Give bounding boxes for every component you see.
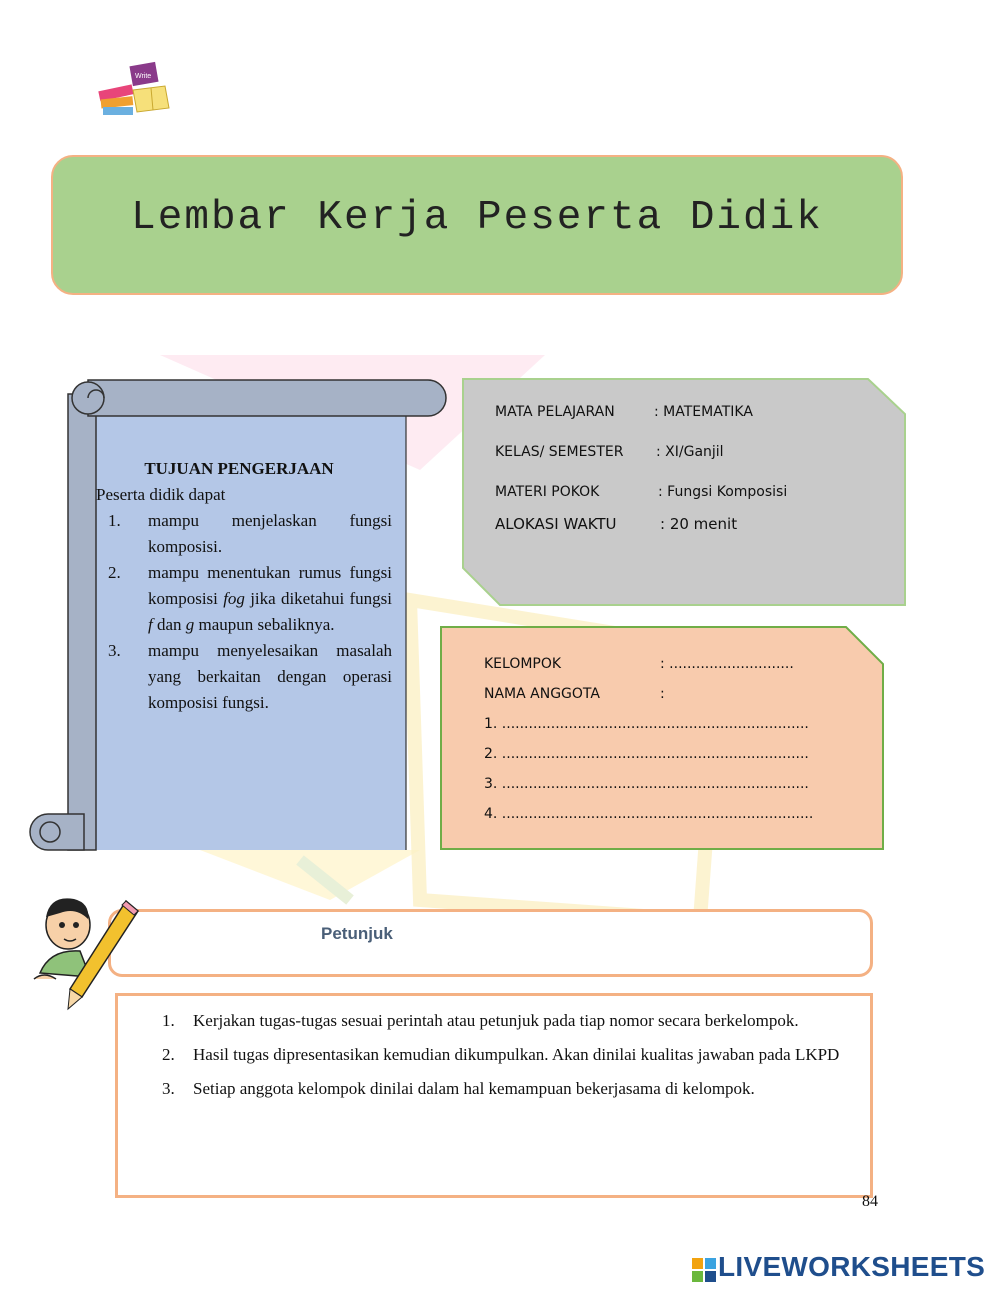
members-row (484, 686, 665, 702)
math-f: f (148, 615, 153, 634)
liveworksheets-logo-icon (692, 1258, 716, 1282)
group-field[interactable]: : ............................ (660, 656, 794, 672)
list-item (162, 1004, 860, 1038)
info-value: : 20 menit (660, 515, 738, 533)
list-number: 2. (162, 1045, 175, 1064)
instructions-box (115, 993, 873, 1198)
list-text: Hasil tugas dipresentasikan kemudian dikumpulkan. Akan dinilai kualitas jawaban pada LKPD (193, 1045, 840, 1064)
info-value: : Fungsi Komposisi (658, 484, 788, 500)
list-text: maupun sebaliknya. (194, 615, 335, 634)
math-fog: fog (223, 589, 245, 608)
info-value: : MATEMATIKA (654, 404, 753, 420)
info-label: MATA PELAJARAN (495, 404, 615, 420)
list-text: mampu menentukan rumus fungsi komposisi (148, 563, 392, 608)
members-colon: : (660, 686, 665, 702)
info-row-subject (495, 404, 753, 420)
books-icon (95, 58, 175, 118)
member-field[interactable]: 1. ..................................................................... (484, 716, 809, 732)
list-item (96, 508, 392, 560)
list-text: Setiap anggota kelompok dinilai dalam hal kemampuan bekerjasama di kelompok. (193, 1079, 755, 1098)
info-label: ALOKASI WAKTU (495, 515, 617, 533)
list-text: dan (152, 615, 186, 634)
info-label: KELAS/ SEMESTER (495, 444, 624, 460)
group-label: KELOMPOK (484, 656, 562, 672)
member-field[interactable]: 2. ..................................................................... (484, 746, 809, 762)
objectives-list (96, 508, 392, 716)
info-label: MATERI POKOK (495, 484, 600, 500)
info-row-time (495, 515, 738, 533)
list-item (96, 560, 392, 638)
list-number: 1. (108, 511, 121, 530)
list-text: Kerjakan tugas-tugas sesuai perintah atau petunjuk pada tiap nomor secara berkelompok. (193, 1011, 799, 1030)
members-label: NAMA ANGGOTA (484, 686, 600, 702)
info-value: : XI/Ganjil (656, 444, 724, 460)
svg-text:Write: Write (135, 73, 152, 80)
instructions-title: Petunjuk (321, 924, 393, 943)
list-number: 3. (108, 641, 121, 660)
info-row-topic (495, 484, 788, 500)
info-row-class (495, 444, 724, 460)
list-item (162, 1038, 860, 1072)
objectives-title: TUJUAN PENGERJAAN (144, 459, 334, 478)
list-text: mampu menjelaskan fungsi komposisi. (148, 511, 392, 556)
page-number: 84 (862, 1193, 878, 1210)
list-number: 1. (162, 1011, 175, 1030)
instructions-header (108, 909, 873, 977)
list-number: 2. (108, 563, 121, 582)
objectives-intro: Peserta didik dapat (96, 485, 226, 504)
list-item (96, 638, 392, 716)
group-row (484, 656, 794, 672)
title-banner (51, 155, 903, 295)
list-text: jika diketahui fungsi (244, 589, 392, 608)
member-field[interactable]: 3. ..................................................................... (484, 776, 809, 792)
list-text: mampu menyelesaikan masalah yang berkaitan dengan operasi komposisi fungsi. (148, 641, 392, 712)
brand-name: LIVEWORKSHEETS (718, 1251, 986, 1282)
objectives-panel (96, 456, 392, 716)
member-field[interactable]: 4. ...................................................................... (484, 806, 814, 822)
page-title: Lembar Kerja Peserta Didik (131, 195, 823, 241)
list-number: 3. (162, 1079, 175, 1098)
instructions-list (162, 1004, 860, 1106)
list-item (162, 1072, 860, 1106)
math-g: g (185, 615, 195, 634)
